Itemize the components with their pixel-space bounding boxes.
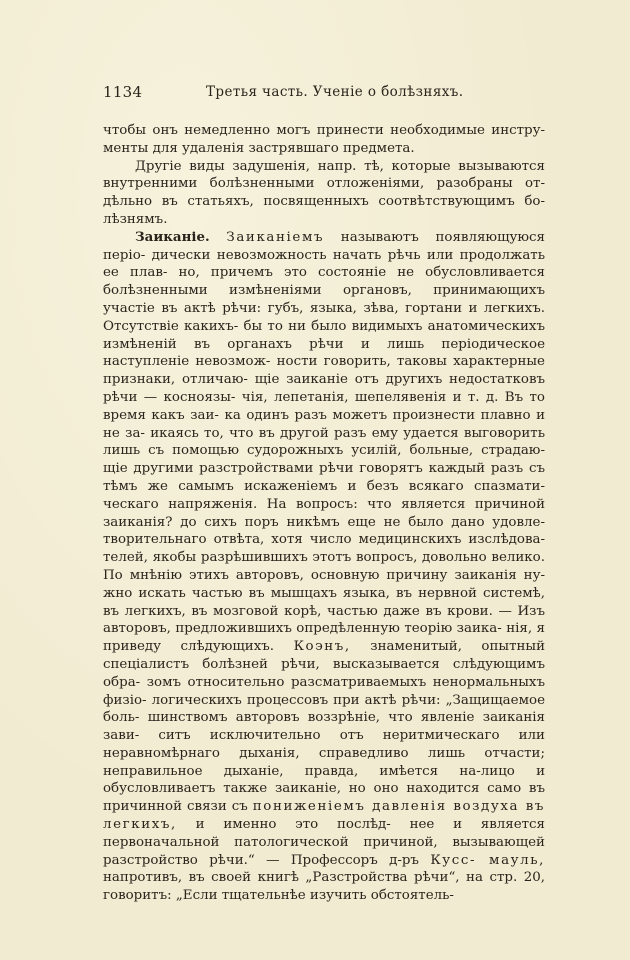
text-run: напротивъ, въ своей книгѣ „Разстройства рѣчи“, на стр. 20, говоритъ: „Если тщательнѣе изучить обстоятель- xyxy=(103,870,545,904)
text-run: и именно это послѣд- нее и является первоначальной патологической причиной, вызывающей разстройство рѣчи.“ — Профессоръ д-ръ xyxy=(103,817,545,868)
emphasis-phrase: пониженіемъ давленія воздуха въ легкихъ, xyxy=(103,799,545,833)
author-name-kussmaul: Кусс- мауль, xyxy=(430,852,545,868)
page-header xyxy=(103,83,543,103)
running-title: Третья часть. Ученіе о болѣзняхъ. xyxy=(206,84,464,100)
page-number: 1134 xyxy=(103,83,143,101)
paragraph-2: Другіе виды задушенія, напр. тѣ, которые вызываются внутренними болѣзненными отложеніями, разобраны от- дѣльно въ статьяхъ, посвященныхъ соотвѣтствующимъ бо- лѣзнямъ. xyxy=(103,158,545,227)
section-term: Заиканіе. xyxy=(135,228,210,245)
text-run: называютъ появляющуюся періо- дически невозможность начать рѣчь или продолжать ее плав- но, причемъ это состояніе не обусловливается болѣзненными измѣненіями органовъ, принимающихъ участіе въ актѣ рѣчи: губъ, языка, зѣва, гортани и легкихъ. Отсутствіе какихъ- бы то ни было видимыхъ анатомическихъ измѣненій въ органахъ рѣчи и лишь періодическое наступленіе невозмож- ности говорить, таковы характерные признаки, отличаю- щіе заиканіе отъ другихъ недостатковъ рѣчи — косноязы- чія, лепетанія, шепелявенія и т. д. Въ то время какъ заи- ка одинъ разъ можетъ произнести плавно и не за- икаясь то, что въ другой разъ ему удается выговорить лишь съ помощью судорожныхъ усилій, больные, страдаю- щіе другими разстройствами рѣчи говорятъ каждый разъ съ тѣмъ же самымъ искаженіемъ и безъ всякаго спазмати- ческаго напряженія. На вопросъ: что является причиной заиканія? до сихъ поръ никѣмъ еще не было дано удовле- творительнаго отвѣта, хотя число медицинскихъ изслѣдова- телей, якобы разрѣшившихъ этотъ вопросъ, довольно велико. По мнѣнію этихъ авторовъ, основную причину заиканія ну- жно искать частью въ мышцахъ языка, въ нервной системѣ, въ легкихъ, въ мозговой корѣ, частью даже въ крови. — Изъ авторовъ, предложившихъ опредѣленную теорію заика- нія, я приведу слѣдующихъ. xyxy=(103,229,545,655)
paragraph-3 xyxy=(103,229,545,905)
text-run: знаменитый, опытный спеціалистъ болѣзней рѣчи, высказывается слѣдующимъ обра- зомъ относительно разсматриваемыхъ ненормальныхъ физіо- логическихъ процессовъ при актѣ рѣчи: „Защищаемое боль- шинствомъ авторовъ воззрѣніе, что явленіе заиканія зави- ситъ исключительно отъ неритмическаго или неравномѣрнаго дыханія, справедливо лишь отчасти; неправильное дыханіе, правда, имѣется на-лицо и обусловливаетъ также заиканіе, но оно находится само въ причинной связи съ xyxy=(103,639,545,815)
emphasis-term: Заиканіемъ xyxy=(226,229,325,245)
author-name-cohen: Коэнъ, xyxy=(293,639,351,655)
paragraph-1: чтобы онъ немедленно могъ принести необходимые инстру- менты для удаленія застрявшаго предмета. xyxy=(103,123,545,156)
page-body xyxy=(103,122,545,905)
